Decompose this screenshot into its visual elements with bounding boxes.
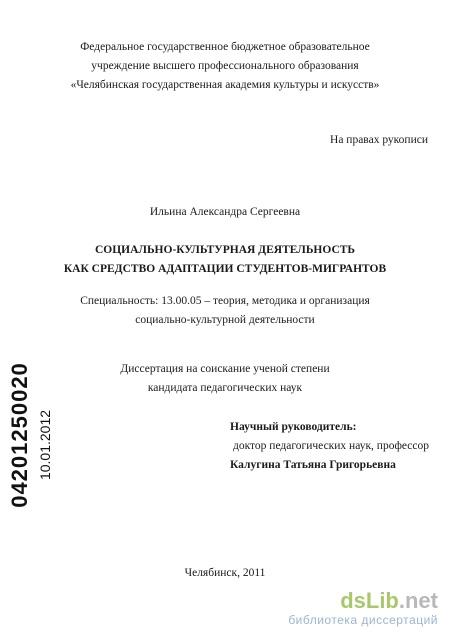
- title-line-1: СОЦИАЛЬНО-КУЛЬТУРНАЯ ДЕЯТЕЛЬНОСТЬ: [94, 244, 356, 256]
- specialty-line-2: социально-культурной деятельности: [135, 314, 315, 326]
- degree-line-1: Диссертация на соискание ученой степени: [120, 363, 330, 375]
- place-year: Челябинск, 2011: [184, 567, 266, 579]
- specialty-line-1: Специальность: 13.00.05 – теория, методика и организация: [80, 295, 370, 307]
- advisor-heading: Научный руководитель:: [230, 421, 357, 433]
- institution-line-2: учреждение высшего профессионального образования: [91, 60, 359, 72]
- watermark-subtitle: библиотека диссертаций: [288, 613, 438, 627]
- author-name: Ильина Александра Сергеевна: [149, 206, 301, 218]
- watermark-logo-main: dsLib: [340, 588, 399, 613]
- watermark-logo: [288, 589, 438, 613]
- watermark-logo-tld: .net: [398, 588, 438, 613]
- library-stamp-number: 04201250020: [7, 362, 32, 508]
- manuscript-note: На правах рукописи: [330, 134, 428, 146]
- title-line-2: КАК СРЕДСТВО АДАПТАЦИИ СТУДЕНТОВ-МИГРАНТОВ: [63, 263, 387, 275]
- advisor-position: доктор педагогических наук, профессор: [233, 440, 430, 452]
- institution-line-3: «Челябинская государственная академия культуры и искусств»: [70, 79, 380, 91]
- institution-line-1: Федеральное государственное бюджетное образовательное: [80, 41, 370, 53]
- library-stamp-date: 10.01.2012: [37, 409, 53, 481]
- dslib-watermark: [288, 589, 438, 627]
- advisor-name: Калугина Татьяна Григорьевна: [230, 459, 396, 471]
- degree-line-2: кандидата педагогических наук: [147, 382, 303, 394]
